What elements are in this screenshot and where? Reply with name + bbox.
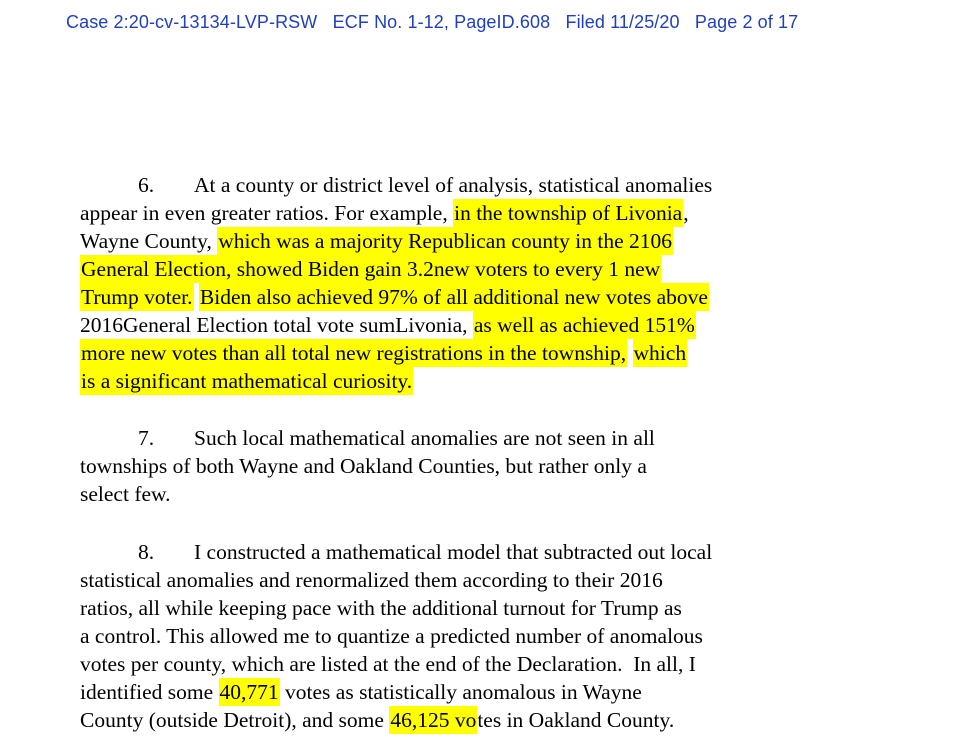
text-run: 2016General Election total vote sumLivonia, <box>80 313 473 337</box>
highlighted-text: 46,125 vo <box>390 708 477 732</box>
text-line <box>80 199 712 227</box>
text-line <box>80 480 655 508</box>
text-line <box>80 706 712 734</box>
text-line <box>80 566 712 594</box>
paragraph-number: 7. <box>138 426 155 450</box>
highlighted-text: General Election, showed Biden gain 3.2new voters to every 1 new <box>81 257 661 281</box>
text-line <box>80 339 712 367</box>
text-run: identified some <box>80 680 219 704</box>
case-header: Case 2:20-cv-13134-LVP-RSW ECF No. 1-12, PageID.608 Filed 11/25/20 Page 2 of 17 <box>66 12 799 32</box>
text-line <box>80 650 712 678</box>
text-line <box>80 311 712 339</box>
text-run: Such local mathematical anomalies are not seen in all <box>194 426 655 450</box>
text-run: appear in even greater ratios. For example, <box>80 201 454 225</box>
paragraph-number: 6. <box>138 173 155 197</box>
paragraph-7 <box>80 424 655 508</box>
highlighted-text: which was a majority Republican county in the 2106 <box>218 229 672 253</box>
text-run: a control. This allowed me to quantize a predicted number of anomalous <box>80 624 703 648</box>
highlighted-text: which <box>633 341 687 365</box>
text-line <box>80 424 655 452</box>
text-line <box>80 678 712 706</box>
text-run: votes per county, which are listed at the end of the Declaration. In all, I <box>80 652 696 676</box>
text-run: I constructed a mathematical model that subtracted out local <box>194 540 713 564</box>
highlighted-text: as well as achieved 151% <box>473 313 695 337</box>
text-run: statistical anomalies and renormalized them according to their 2016 <box>80 568 663 592</box>
text-run: tes in Oakland County. <box>477 708 675 732</box>
text-line <box>80 538 712 566</box>
text-run: townships of both Wayne and Oakland Counties, but rather only a <box>80 454 647 478</box>
highlighted-text: 40,771 <box>219 680 279 704</box>
text-run: At a county or district level of analysis, statistical anomalies <box>194 173 713 197</box>
highlighted-text: in the township of Livonia <box>454 201 683 225</box>
paragraph-8 <box>80 538 712 734</box>
paragraph-6 <box>80 171 712 395</box>
highlighted-text: Trump voter. <box>81 285 193 309</box>
text-line <box>80 367 712 395</box>
text-line <box>80 594 712 622</box>
text-run: County (outside Detroit), and some <box>80 708 390 732</box>
text-run: ratios, all while keeping pace with the additional turnout for Trump as <box>80 596 682 620</box>
paragraph-number: 8. <box>138 540 155 564</box>
text-run: select few. <box>80 482 171 506</box>
text-line <box>80 255 712 283</box>
text-run: , <box>683 201 689 225</box>
highlighted-text: Biden also achieved 97% of all additional new votes above <box>199 285 708 309</box>
text-line <box>80 452 655 480</box>
highlighted-text: is a significant mathematical curiosity. <box>81 369 413 393</box>
text-line <box>80 283 712 311</box>
text-run: votes as statistically anomalous in Wayne <box>279 680 642 704</box>
highlighted-text: more new votes than all total new registrations in the township, <box>81 341 627 365</box>
text-line <box>80 227 712 255</box>
text-run: Wayne County, <box>80 229 218 253</box>
text-line <box>80 171 712 199</box>
text-run <box>627 341 632 365</box>
text-line <box>80 622 712 650</box>
